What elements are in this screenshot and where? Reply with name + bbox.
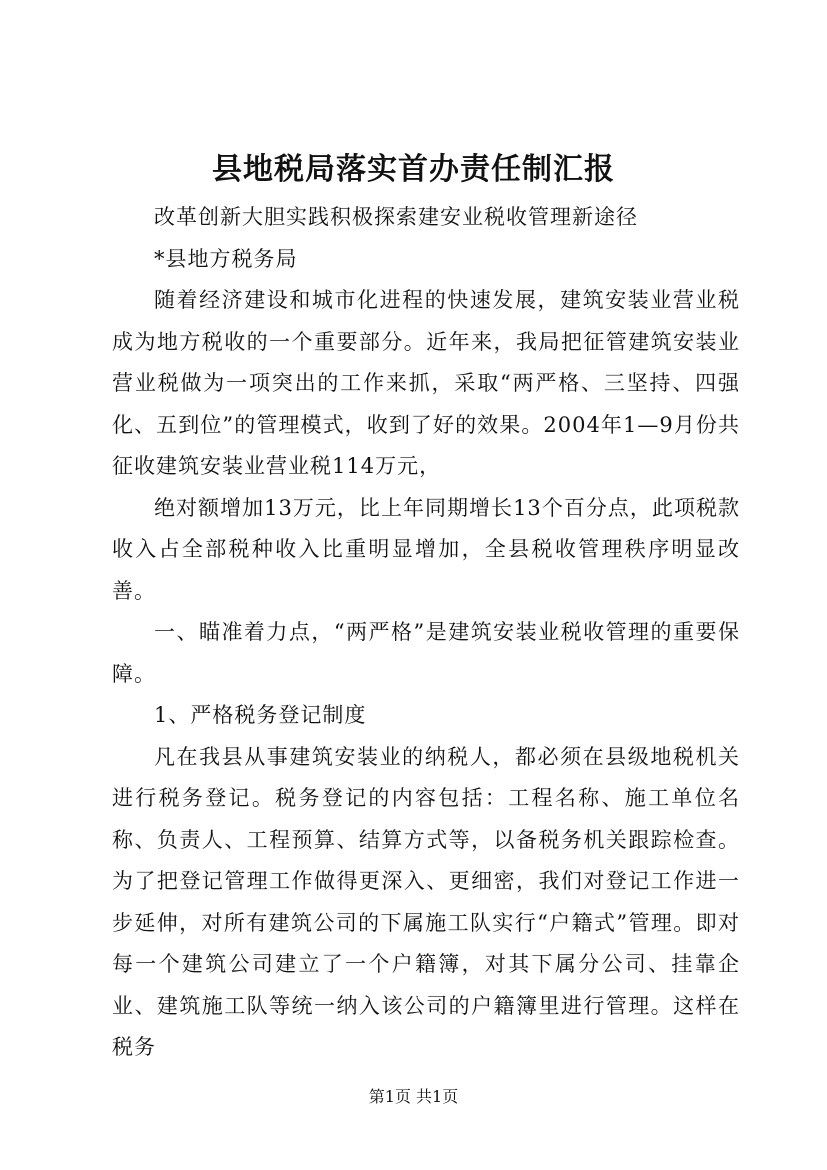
paragraph-author: *县地方税务局 — [154, 246, 298, 271]
paragraph-section-heading: 一、瞄准着力点，“两严格”是建筑安装业税收管理的重要保障。 — [112, 620, 740, 686]
page-footer: 第1页 共1页 — [368, 1087, 459, 1106]
document-body — [112, 197, 740, 1069]
paragraph-registration: 凡在我县从事建筑安装业的纳税人，都必须在县级地税机关进行税务登记。税务登记的内容包括：工程名称、施工单位名称、负责人、工程预算、结算方式等，以备税务机关跟踪检查。为了把登记管理工作做得更深入、更细密，我们对登记工作进一步延伸，对所有建筑公司的下属施工队实行“户籍式”管理。即对每一个建筑公司建立了一个户籍簿，对其下属分公司、挂靠企业、建筑施工队等统一纳入该公司的户籍簿里进行管理。这样在税务 — [112, 744, 740, 1059]
paragraph-subheading: 1、严格税务登记制度 — [154, 703, 367, 727]
document-title: 县地税局落实首办责任制汇报 — [212, 152, 615, 187]
paragraph-results: 绝对额增加13万元，比上年同期增长13个百分点，此项税款收入占全部税种收入比重明显增加，全县税收管理秩序明显改善。 — [112, 495, 740, 603]
paragraph-intro: 随着经济建设和城市化进程的快速发展，建筑安装业营业税成为地方税收的一个重要部分。近年来，我局把征管建筑安装业营业税做为一项突出的工作来抓，采取“两严格、三坚持、四强化、五到位”的管理模式，收到了好的效果。2004年1—9月份共征收建筑安装业营业税114万元， — [112, 288, 740, 478]
paragraph-subtitle: 改革创新大胆实践积极探索建安业税收管理新途径 — [154, 205, 638, 229]
